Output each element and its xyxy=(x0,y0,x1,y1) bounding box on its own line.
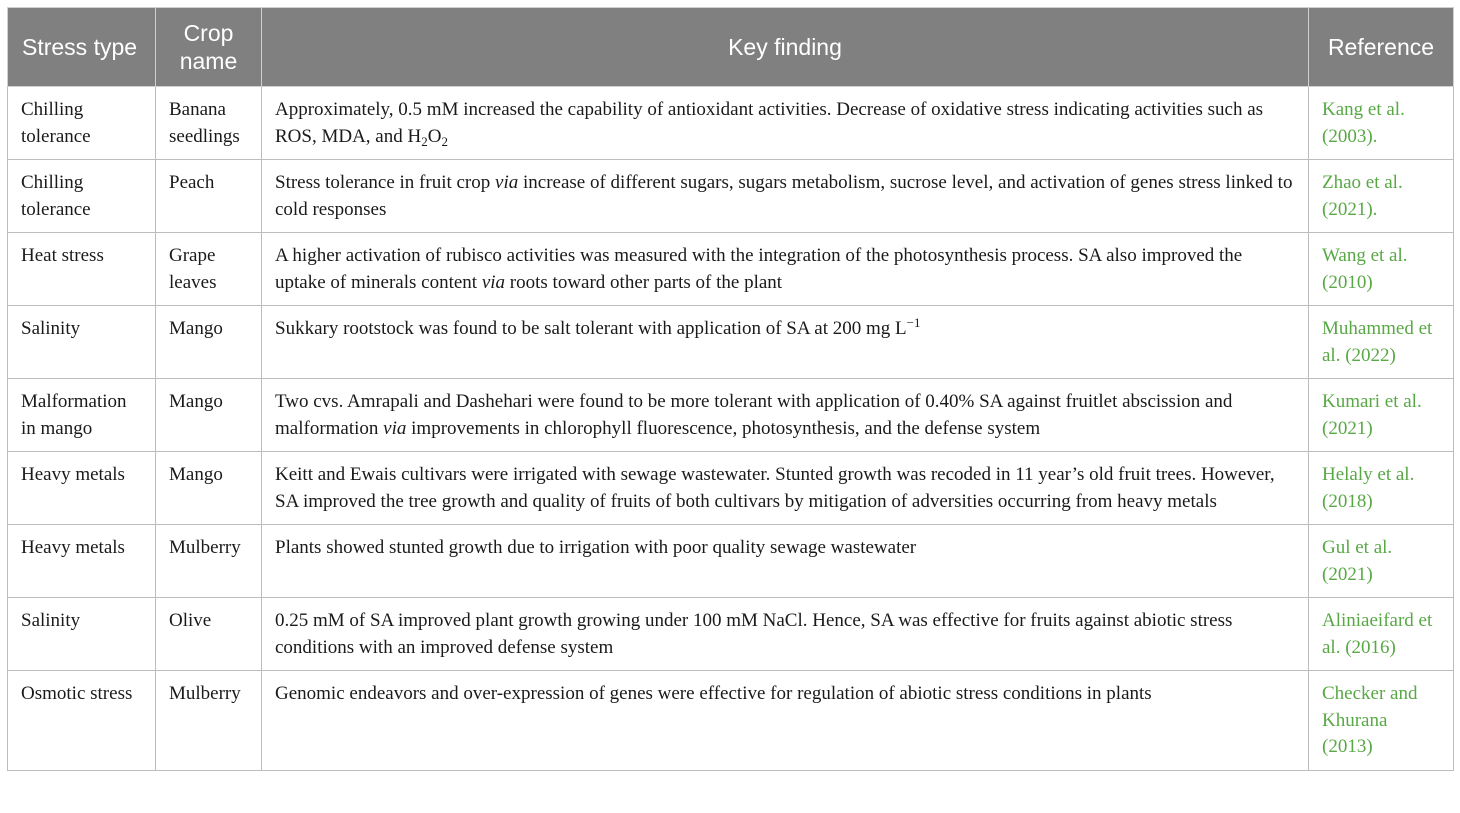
cell-crop-name: Mango xyxy=(156,452,262,525)
reference-link[interactable]: Kang et al. (2003) xyxy=(1322,99,1405,147)
finding-text: increase of different sugars, sugars metabolism, sucrose level, and activation of genes stress linked to cold responses xyxy=(275,172,1293,220)
italic-text: via xyxy=(495,172,519,193)
reference-link[interactable]: Checker and Khurana (2013) xyxy=(1322,683,1418,757)
cell-crop-name: Mango xyxy=(156,306,262,379)
reference-suffix: . xyxy=(1372,125,1378,147)
finding-text: 0.25 mM of SA improved plant growth growing under 100 mM NaCl. Hence, SA was effective for fruits against abiotic stress conditions with an improved defense system xyxy=(275,610,1233,658)
finding-text: roots toward other parts of the plant xyxy=(505,271,783,293)
cell-key-finding xyxy=(262,160,1309,233)
cell-key-finding xyxy=(262,379,1309,452)
reference-link[interactable]: Aliniaeifard et al. (2016) xyxy=(1322,610,1433,658)
cell-stress-type: Malformation in mango xyxy=(8,379,156,452)
cell-key-finding xyxy=(262,233,1309,306)
cell-key-finding xyxy=(262,306,1309,379)
finding-text: improvements in chlorophyll fluorescence, photosynthesis, and the defense system xyxy=(406,417,1041,439)
cell-crop-name: Banana seedlings xyxy=(156,87,262,160)
reference-link[interactable]: Muhammed et al. (2022) xyxy=(1322,318,1433,366)
cell-reference xyxy=(1309,379,1454,452)
cell-stress-type: Salinity xyxy=(8,598,156,671)
cell-stress-type: Chilling tolerance xyxy=(8,160,156,233)
cell-reference xyxy=(1309,671,1454,771)
cell-crop-name: Mulberry xyxy=(156,671,262,771)
table-row xyxy=(8,452,1454,525)
cell-key-finding xyxy=(262,598,1309,671)
italic-text: via xyxy=(481,271,506,293)
subscript-text: 2 xyxy=(441,133,448,149)
finding-text: O xyxy=(427,125,442,147)
cell-stress-type: Salinity xyxy=(8,306,156,379)
table-row xyxy=(8,379,1454,452)
cell-reference xyxy=(1309,160,1454,233)
cell-reference xyxy=(1309,87,1454,160)
table-row xyxy=(8,233,1454,306)
finding-text: Stress tolerance in fruit crop xyxy=(275,172,496,193)
table-row xyxy=(8,598,1454,671)
finding-text: Approximately, 0.5 mM increased the capability of antioxidant activities. Decrease of oxidative stress indicating activities such as ROS, MDA, and H xyxy=(275,99,1264,147)
cell-crop-name: Mango xyxy=(156,379,262,452)
table-container xyxy=(7,7,1453,771)
finding-text: Plants showed stunted growth due to irrigation with poor quality sewage wastewater xyxy=(275,537,917,558)
finding-text: Genomic endeavors and over-expression of genes were effective for regulation of abiotic stress conditions in plants xyxy=(275,683,1152,704)
cell-stress-type: Heavy metals xyxy=(8,525,156,598)
cell-crop-name: Mulberry xyxy=(156,525,262,598)
table-row xyxy=(8,87,1454,160)
header-key-finding: Key finding xyxy=(262,8,1309,87)
cell-stress-type: Osmotic stress xyxy=(8,671,156,771)
header-row xyxy=(8,8,1454,87)
reference-link[interactable]: Kumari et al. (2021) xyxy=(1322,391,1422,439)
header-stress-type: Stress type xyxy=(8,8,156,87)
table-row xyxy=(8,160,1454,233)
cell-key-finding xyxy=(262,525,1309,598)
cell-stress-type: Heavy metals xyxy=(8,452,156,525)
finding-text: Keitt and Ewais cultivars were irrigated with sewage wastewater. Stunted growth was recoded in 11 year’s old fruit trees. However, SA improved the tree growth and quality of fruits of both cultivars by mitigation of adversities occurring from heavy metals xyxy=(275,464,1275,512)
cell-crop-name: Olive xyxy=(156,598,262,671)
finding-text: Two cvs. Amrapali and Dashehari were found to be more tolerant with application of 0.40% SA against fruitlet abscission and malformation xyxy=(275,391,1233,439)
cell-crop-name: Peach xyxy=(156,160,262,233)
cell-key-finding xyxy=(262,87,1309,160)
reference-link[interactable]: Zhao et al. (2021) xyxy=(1322,172,1403,220)
table-row xyxy=(8,671,1454,771)
header-crop-name: Crop name xyxy=(156,8,262,87)
cell-key-finding xyxy=(262,452,1309,525)
superscript-text: −1 xyxy=(906,315,921,330)
cell-reference xyxy=(1309,306,1454,379)
reference-suffix: . xyxy=(1372,198,1378,220)
reference-link[interactable]: Wang et al. (2010) xyxy=(1322,245,1408,293)
cell-reference xyxy=(1309,233,1454,306)
cell-reference xyxy=(1309,598,1454,671)
finding-text: A higher activation of rubisco activities was measured with the integration of the photosynthesis process. SA also improved the uptake of minerals content xyxy=(275,245,1243,293)
cell-reference xyxy=(1309,452,1454,525)
subscript-text: 2 xyxy=(421,133,428,149)
cell-stress-type: Chilling tolerance xyxy=(8,87,156,160)
cell-crop-name: Grape leaves xyxy=(156,233,262,306)
table-row xyxy=(8,525,1454,598)
reference-link[interactable]: Helaly et al. (2018) xyxy=(1322,464,1415,512)
cell-reference xyxy=(1309,525,1454,598)
table-body xyxy=(8,87,1454,771)
cell-stress-type: Heat stress xyxy=(8,233,156,306)
reference-link[interactable]: Gul et al. (2021) xyxy=(1322,537,1393,585)
table-row xyxy=(8,306,1454,379)
stress-table xyxy=(7,7,1454,771)
italic-text: via xyxy=(383,417,407,439)
finding-text: Sukkary rootstock was found to be salt tolerant with application of SA at 200 mg L xyxy=(275,318,907,339)
cell-key-finding xyxy=(262,671,1309,771)
header-reference: Reference xyxy=(1309,8,1454,87)
